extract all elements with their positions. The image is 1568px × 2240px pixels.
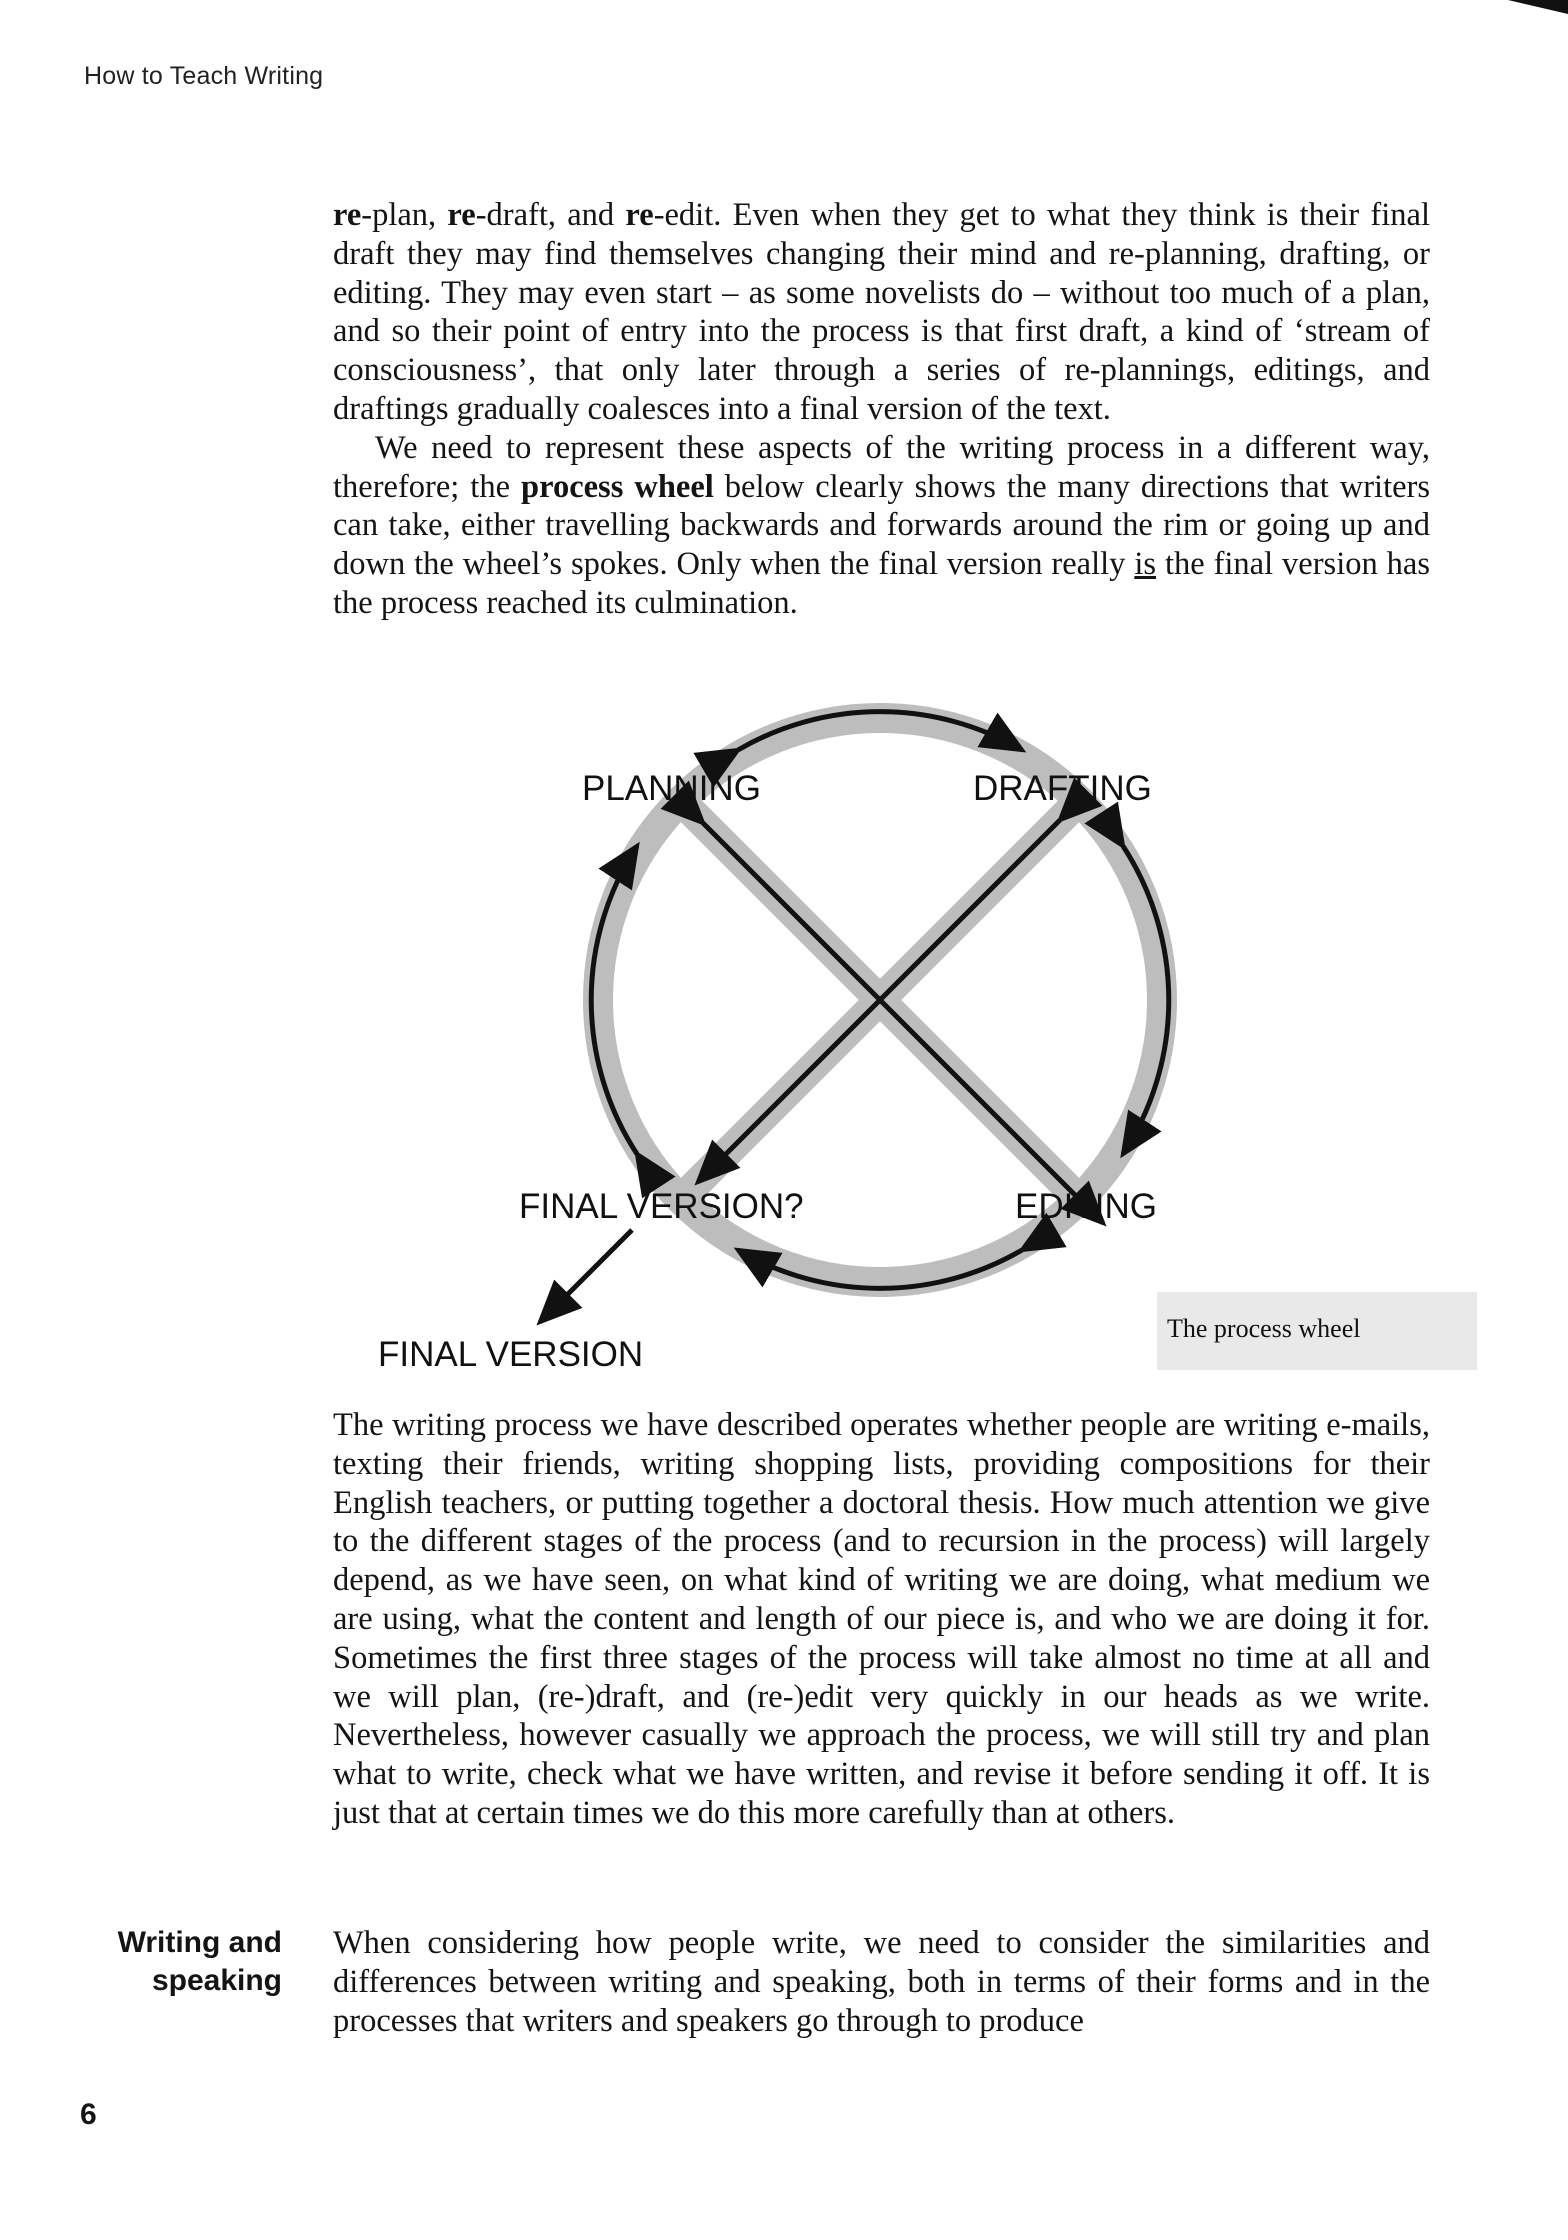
paragraph-writing-process: The writing process we have described operates whether people are writing e-mails, texting their friends, writing shopping lists, providing compositions for their English teachers, or putting together a doctoral thesis. How much attention we give to the different stages of the process (and to recursion in the process) will largely depend, as we have seen, on what kind of writing we are doing, what medium we are using, what the content and length of our piece is, and who we are doing it for. Sometimes the first three stages of the process will take almost no time at all and we will plan, (re-)draft, and (re-)edit very quickly in our heads as we write. Nevertheless, however casually we approach the process, we will still try and plan what to write, check what we have written, and revise it before sending it off. It is just that at certain times we do this more carefully than at others. [333,1407,1430,1831]
label-final-version-question: FINAL VERSION? [519,1187,804,1226]
figure-caption: The process wheel [1167,1314,1361,1343]
text-segment: We need to represent these aspects of the writing process in a different way, therefore; the [333,429,1430,505]
text-segment: the final version has the process reached its culmination. [333,546,1430,621]
arrow-to-final-version [540,1230,632,1322]
text-segment: -plan, [361,197,448,233]
page-number: 6 [80,2098,97,2131]
text-segment: is [1134,546,1157,583]
label-planning: PLANNING [582,769,761,808]
body-text-middle [333,1406,1430,1833]
text-segment: process wheel [521,468,714,505]
text-segment: -draft, and [475,197,626,233]
section-heading-line-2: speaking [151,1964,282,1997]
text-segment: -edit. Even when they get to what they think is their final draft they may find themselves changing their mind and re-planning, drafting, or editing. They may even start – as some novelists do – without too much of a plan, and so their point of entry into the process is that first draft, a kind of ‘stream of consciousness’, that only later through a series of re-plannings, editings, and draftings gradually coalesces into a final version of the text. [333,197,1430,427]
body-text-bottom [333,1924,1430,2040]
section-heading-line-1: Writing and [117,1926,282,1959]
label-drafting: DRAFTING [973,769,1152,808]
text-segment: re [625,197,654,233]
paragraph-writing-speaking: When considering how people write, we need to consider the similarities and differences between writing and speaking, both in terms of their forms and in the processes that writers and speakers go through to produce [333,1925,1430,2039]
running-title: How to Teach Writing [84,62,324,90]
label-editing: EDITING [1015,1187,1157,1226]
text-segment: re [447,197,476,233]
label-final-version: FINAL VERSION [378,1335,644,1374]
text-segment: re [333,197,362,233]
arrow-spoke-planning-editing [703,823,1103,1223]
section-heading-writing-and-speaking [60,1924,282,2000]
text-segment: below clearly shows the many directions that writers can take, either travelling backwards and forwards around the rim or going up and down the wheel’s spokes. Only when the final version really [333,468,1430,583]
